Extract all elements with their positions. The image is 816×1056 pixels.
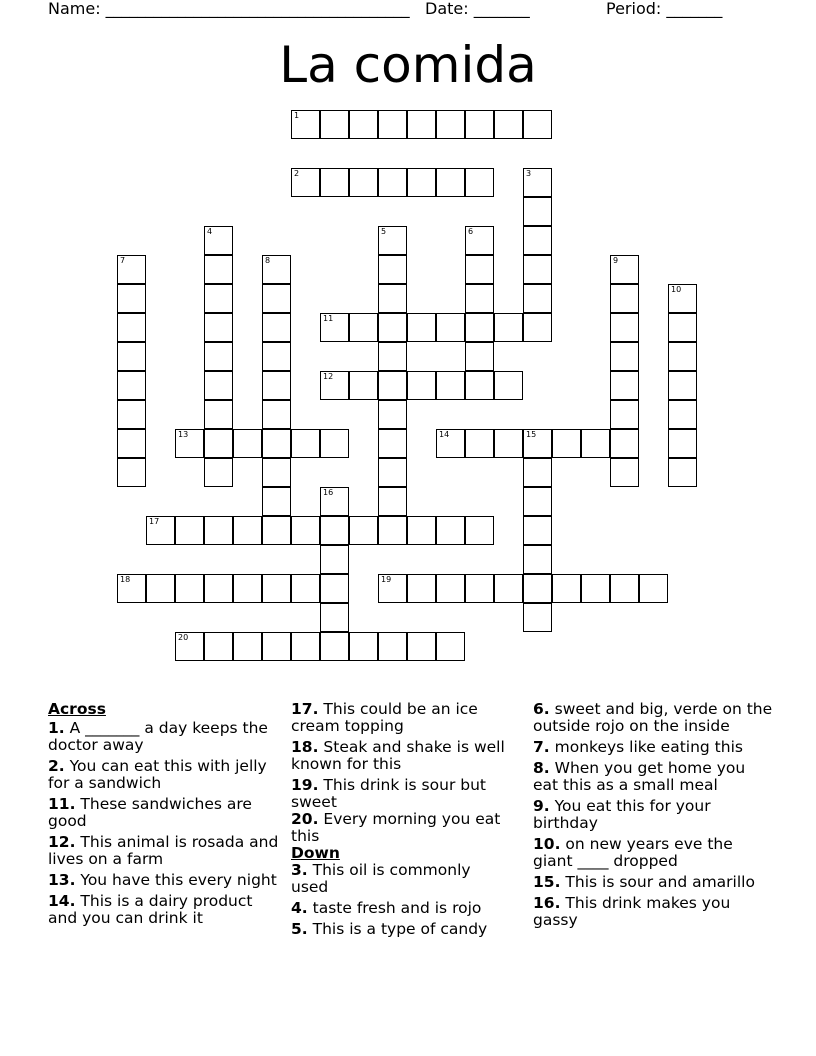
grid-cell[interactable] bbox=[175, 574, 204, 603]
grid-cell[interactable] bbox=[378, 110, 407, 139]
grid-cell[interactable] bbox=[639, 574, 668, 603]
clue-down-3 bbox=[291, 862, 509, 896]
grid-cell[interactable] bbox=[494, 371, 523, 400]
grid-cell[interactable] bbox=[494, 429, 523, 458]
grid-cell[interactable] bbox=[668, 371, 697, 400]
grid-cell[interactable] bbox=[320, 429, 349, 458]
grid-cell[interactable] bbox=[204, 429, 233, 458]
clue-text: taste fresh and is rojo bbox=[312, 899, 482, 917]
grid-cell[interactable] bbox=[320, 313, 349, 342]
grid-cell[interactable] bbox=[436, 371, 465, 400]
clue-number-label: 3 bbox=[526, 169, 532, 178]
clue-text: This is a dairy product and you can drink it bbox=[48, 892, 253, 927]
grid-cell[interactable] bbox=[523, 255, 552, 284]
clue-number-label: 13 bbox=[178, 430, 189, 439]
clue-number: 14. bbox=[48, 892, 76, 910]
clue-text: This is sour and amarillo bbox=[565, 873, 755, 891]
grid-cell[interactable] bbox=[204, 226, 233, 255]
clue-number-label: 20 bbox=[178, 633, 189, 642]
grid-cell[interactable] bbox=[204, 284, 233, 313]
grid-cell[interactable] bbox=[523, 168, 552, 197]
grid-cell[interactable] bbox=[436, 516, 465, 545]
clue-number: 19. bbox=[291, 776, 319, 794]
clue-number-label: 16 bbox=[323, 488, 334, 497]
grid-cell[interactable] bbox=[204, 632, 233, 661]
clues-column-2 bbox=[291, 701, 509, 942]
grid-cell[interactable] bbox=[117, 574, 146, 603]
grid-cell[interactable] bbox=[378, 400, 407, 429]
grid-cell[interactable] bbox=[349, 632, 378, 661]
clue-number-label: 18 bbox=[120, 575, 131, 584]
grid-cell[interactable] bbox=[320, 487, 349, 516]
grid-cell[interactable] bbox=[523, 110, 552, 139]
clue-text: This drink is sour but sweet bbox=[291, 776, 486, 811]
across-heading: Across bbox=[48, 700, 106, 718]
clue-text: This could be an ice cream topping bbox=[291, 700, 478, 735]
grid-cell[interactable] bbox=[233, 632, 262, 661]
clue-across-18 bbox=[291, 739, 509, 773]
grid-cell[interactable] bbox=[523, 429, 552, 458]
grid-cell[interactable] bbox=[262, 284, 291, 313]
clue-number-label: 6 bbox=[468, 227, 474, 236]
grid-cell[interactable] bbox=[668, 313, 697, 342]
name-field[interactable]: Name: ______________________________________ bbox=[48, 0, 410, 18]
grid-cell[interactable] bbox=[378, 429, 407, 458]
clue-number: 10. bbox=[533, 835, 561, 853]
grid-cell[interactable] bbox=[349, 516, 378, 545]
grid-cell[interactable] bbox=[320, 168, 349, 197]
date-field[interactable]: Date: _______ bbox=[425, 0, 530, 18]
clue-number-label: 19 bbox=[381, 575, 392, 584]
grid-cell[interactable] bbox=[465, 168, 494, 197]
grid-cell[interactable] bbox=[233, 574, 262, 603]
grid-cell[interactable] bbox=[378, 632, 407, 661]
clue-text: Steak and shake is well known for this bbox=[291, 738, 505, 773]
clue-across-11 bbox=[48, 796, 280, 830]
grid-cell[interactable] bbox=[262, 487, 291, 516]
grid-cell[interactable] bbox=[668, 429, 697, 458]
grid-cell[interactable] bbox=[378, 516, 407, 545]
grid-cell[interactable] bbox=[204, 255, 233, 284]
grid-cell[interactable] bbox=[523, 284, 552, 313]
grid-cell[interactable] bbox=[233, 516, 262, 545]
grid-cell[interactable] bbox=[465, 516, 494, 545]
grid-cell[interactable] bbox=[117, 284, 146, 313]
clue-text: You can eat this with jelly for a sandwich bbox=[48, 757, 267, 792]
clue-down-15 bbox=[533, 874, 773, 891]
clue-number-label: 8 bbox=[265, 256, 271, 265]
clue-text: This oil is commonly used bbox=[291, 861, 471, 896]
grid-cell[interactable] bbox=[204, 574, 233, 603]
down-heading: Down bbox=[291, 844, 340, 862]
grid-cell[interactable] bbox=[668, 284, 697, 313]
grid-cell[interactable] bbox=[436, 313, 465, 342]
grid-cell[interactable] bbox=[523, 545, 552, 574]
grid-cell[interactable] bbox=[610, 400, 639, 429]
clue-across-13 bbox=[48, 872, 280, 889]
grid-cell[interactable] bbox=[610, 458, 639, 487]
clue-text: You have this every night bbox=[80, 871, 277, 889]
clue-number: 5. bbox=[291, 920, 308, 938]
grid-cell[interactable] bbox=[523, 458, 552, 487]
grid-cell[interactable] bbox=[465, 255, 494, 284]
grid-cell[interactable] bbox=[291, 168, 320, 197]
grid-cell[interactable] bbox=[465, 574, 494, 603]
grid-cell[interactable] bbox=[117, 371, 146, 400]
grid-cell[interactable] bbox=[320, 574, 349, 603]
clue-text: A _______ a day keeps the doctor away bbox=[48, 719, 268, 754]
clue-down-10 bbox=[533, 836, 773, 870]
grid-cell[interactable] bbox=[262, 313, 291, 342]
clue-text: Every morning you eat this bbox=[291, 810, 501, 845]
grid-cell[interactable] bbox=[349, 168, 378, 197]
clue-number-label: 11 bbox=[323, 314, 334, 323]
grid-cell[interactable] bbox=[523, 313, 552, 342]
grid-cell[interactable] bbox=[204, 371, 233, 400]
grid-cell[interactable] bbox=[610, 284, 639, 313]
grid-cell[interactable] bbox=[378, 284, 407, 313]
grid-cell[interactable] bbox=[291, 516, 320, 545]
grid-cell[interactable] bbox=[610, 342, 639, 371]
grid-cell[interactable] bbox=[378, 168, 407, 197]
grid-cell[interactable] bbox=[436, 574, 465, 603]
clue-text: This drink makes you gassy bbox=[533, 894, 731, 929]
clue-number-label: 14 bbox=[439, 430, 450, 439]
grid-cell[interactable] bbox=[523, 603, 552, 632]
grid-cell[interactable] bbox=[117, 458, 146, 487]
grid-cell[interactable] bbox=[262, 255, 291, 284]
clue-number-label: 15 bbox=[526, 430, 537, 439]
clue-number: 4. bbox=[291, 899, 308, 917]
grid-cell[interactable] bbox=[494, 574, 523, 603]
grid-cell[interactable] bbox=[581, 574, 610, 603]
grid-cell[interactable] bbox=[610, 429, 639, 458]
grid-cell[interactable] bbox=[378, 371, 407, 400]
clue-down-6 bbox=[533, 701, 773, 735]
clues-column-3 bbox=[533, 701, 773, 933]
grid-cell[interactable] bbox=[320, 110, 349, 139]
grid-cell[interactable] bbox=[146, 574, 175, 603]
clue-down-4 bbox=[291, 900, 509, 917]
grid-cell[interactable] bbox=[523, 487, 552, 516]
period-field[interactable]: Period: _______ bbox=[606, 0, 723, 18]
grid-cell[interactable] bbox=[378, 255, 407, 284]
grid-cell[interactable] bbox=[465, 110, 494, 139]
clue-across-17 bbox=[291, 701, 509, 735]
grid-cell[interactable] bbox=[378, 313, 407, 342]
clue-number-label: 9 bbox=[613, 256, 619, 265]
clue-number: 12. bbox=[48, 833, 76, 851]
clue-number-label: 5 bbox=[381, 227, 387, 236]
grid-cell[interactable] bbox=[349, 371, 378, 400]
student-info-header bbox=[48, 0, 748, 20]
clue-text: This animal is rosada and lives on a farm bbox=[48, 833, 279, 868]
grid-cell[interactable] bbox=[320, 632, 349, 661]
grid-cell[interactable] bbox=[610, 313, 639, 342]
grid-cell[interactable] bbox=[320, 603, 349, 632]
grid-cell[interactable] bbox=[204, 313, 233, 342]
grid-cell[interactable] bbox=[407, 632, 436, 661]
grid-cell[interactable] bbox=[378, 574, 407, 603]
page-title: La comida bbox=[279, 36, 537, 94]
grid-cell[interactable] bbox=[291, 632, 320, 661]
grid-cell[interactable] bbox=[378, 226, 407, 255]
clue-number: 15. bbox=[533, 873, 561, 891]
grid-cell[interactable] bbox=[349, 110, 378, 139]
grid-cell[interactable] bbox=[436, 110, 465, 139]
clue-number: 16. bbox=[533, 894, 561, 912]
grid-cell[interactable] bbox=[523, 574, 552, 603]
grid-cell[interactable] bbox=[262, 458, 291, 487]
grid-cell[interactable] bbox=[610, 255, 639, 284]
clue-number: 20. bbox=[291, 810, 319, 828]
clue-number: 8. bbox=[533, 759, 550, 777]
grid-cell[interactable] bbox=[204, 458, 233, 487]
clue-text: monkeys like eating this bbox=[554, 738, 743, 756]
grid-cell[interactable] bbox=[291, 110, 320, 139]
grid-cell[interactable] bbox=[610, 371, 639, 400]
grid-cell[interactable] bbox=[436, 429, 465, 458]
clue-across-2 bbox=[48, 758, 280, 792]
grid-cell[interactable] bbox=[291, 429, 320, 458]
grid-cell[interactable] bbox=[349, 313, 378, 342]
clue-number: 6. bbox=[533, 700, 550, 718]
grid-cell[interactable] bbox=[407, 371, 436, 400]
grid-cell[interactable] bbox=[668, 342, 697, 371]
clue-down-7 bbox=[533, 739, 773, 756]
grid-cell[interactable] bbox=[465, 429, 494, 458]
clue-across-12 bbox=[48, 834, 280, 868]
clue-across-14 bbox=[48, 893, 280, 927]
grid-cell[interactable] bbox=[523, 226, 552, 255]
grid-cell[interactable] bbox=[523, 516, 552, 545]
clue-text: on new years eve the giant ____ dropped bbox=[533, 835, 733, 870]
grid-cell[interactable] bbox=[320, 545, 349, 574]
grid-cell[interactable] bbox=[233, 429, 262, 458]
grid-cell[interactable] bbox=[320, 516, 349, 545]
grid-cell[interactable] bbox=[378, 342, 407, 371]
grid-cell[interactable] bbox=[581, 429, 610, 458]
clue-number-label: 7 bbox=[120, 256, 126, 265]
clue-number-label: 1 bbox=[294, 111, 300, 120]
grid-cell[interactable] bbox=[117, 255, 146, 284]
clue-number-label: 17 bbox=[149, 517, 160, 526]
grid-cell[interactable] bbox=[465, 284, 494, 313]
grid-cell[interactable] bbox=[146, 516, 175, 545]
clue-text: You eat this for your birthday bbox=[533, 797, 711, 832]
clue-text: This is a type of candy bbox=[312, 920, 488, 938]
clue-number: 11. bbox=[48, 795, 76, 813]
grid-cell[interactable] bbox=[407, 110, 436, 139]
grid-cell[interactable] bbox=[262, 371, 291, 400]
clue-number: 9. bbox=[533, 797, 550, 815]
clue-across-19 bbox=[291, 777, 509, 811]
grid-cell[interactable] bbox=[117, 313, 146, 342]
grid-cell[interactable] bbox=[262, 516, 291, 545]
clue-text: These sandwiches are good bbox=[48, 795, 252, 830]
clue-down-8 bbox=[533, 760, 773, 794]
grid-cell[interactable] bbox=[407, 516, 436, 545]
grid-cell[interactable] bbox=[436, 632, 465, 661]
grid-cell[interactable] bbox=[668, 458, 697, 487]
grid-cell[interactable] bbox=[262, 429, 291, 458]
clue-number: 3. bbox=[291, 861, 308, 879]
clue-number: 13. bbox=[48, 871, 76, 889]
grid-cell[interactable] bbox=[262, 342, 291, 371]
grid-cell[interactable] bbox=[465, 342, 494, 371]
grid-cell[interactable] bbox=[175, 632, 204, 661]
clue-down-9 bbox=[533, 798, 773, 832]
grid-cell[interactable] bbox=[378, 458, 407, 487]
clue-number: 7. bbox=[533, 738, 550, 756]
clue-number: 2. bbox=[48, 757, 65, 775]
grid-cell[interactable] bbox=[175, 516, 204, 545]
grid-cell[interactable] bbox=[262, 400, 291, 429]
clue-down-16 bbox=[533, 895, 773, 929]
clue-number-label: 2 bbox=[294, 169, 300, 178]
clue-across-20 bbox=[291, 811, 509, 845]
grid-cell[interactable] bbox=[262, 632, 291, 661]
grid-cell[interactable] bbox=[320, 371, 349, 400]
grid-cell[interactable] bbox=[291, 574, 320, 603]
grid-cell[interactable] bbox=[407, 313, 436, 342]
grid-cell[interactable] bbox=[494, 313, 523, 342]
clue-text: When you get home you eat this as a small meal bbox=[533, 759, 746, 794]
grid-cell[interactable] bbox=[436, 168, 465, 197]
grid-cell[interactable] bbox=[407, 168, 436, 197]
grid-cell[interactable] bbox=[465, 313, 494, 342]
clue-number: 18. bbox=[291, 738, 319, 756]
clues-column-1 bbox=[48, 701, 280, 931]
grid-cell[interactable] bbox=[117, 400, 146, 429]
grid-cell[interactable] bbox=[204, 516, 233, 545]
grid-cell[interactable] bbox=[523, 197, 552, 226]
grid-cell[interactable] bbox=[117, 342, 146, 371]
clue-across-1 bbox=[48, 720, 280, 754]
grid-cell[interactable] bbox=[204, 342, 233, 371]
grid-cell[interactable] bbox=[552, 574, 581, 603]
grid-cell[interactable] bbox=[117, 429, 146, 458]
grid-cell[interactable] bbox=[378, 487, 407, 516]
clue-number: 1. bbox=[48, 719, 65, 737]
clue-number: 17. bbox=[291, 700, 319, 718]
clue-down-5 bbox=[291, 921, 509, 938]
clue-number-label: 12 bbox=[323, 372, 334, 381]
grid-cell[interactable] bbox=[407, 574, 436, 603]
grid-cell[interactable] bbox=[494, 110, 523, 139]
grid-cell[interactable] bbox=[668, 400, 697, 429]
grid-cell[interactable] bbox=[175, 429, 204, 458]
clue-number-label: 10 bbox=[671, 285, 682, 294]
clue-number-label: 4 bbox=[207, 227, 213, 236]
clue-text: sweet and big, verde on the outside rojo on the inside bbox=[533, 700, 773, 735]
grid-cell[interactable] bbox=[465, 226, 494, 255]
grid-cell[interactable] bbox=[552, 429, 581, 458]
grid-cell[interactable] bbox=[262, 574, 291, 603]
grid-cell[interactable] bbox=[465, 371, 494, 400]
grid-cell[interactable] bbox=[204, 400, 233, 429]
grid-cell[interactable] bbox=[610, 574, 639, 603]
